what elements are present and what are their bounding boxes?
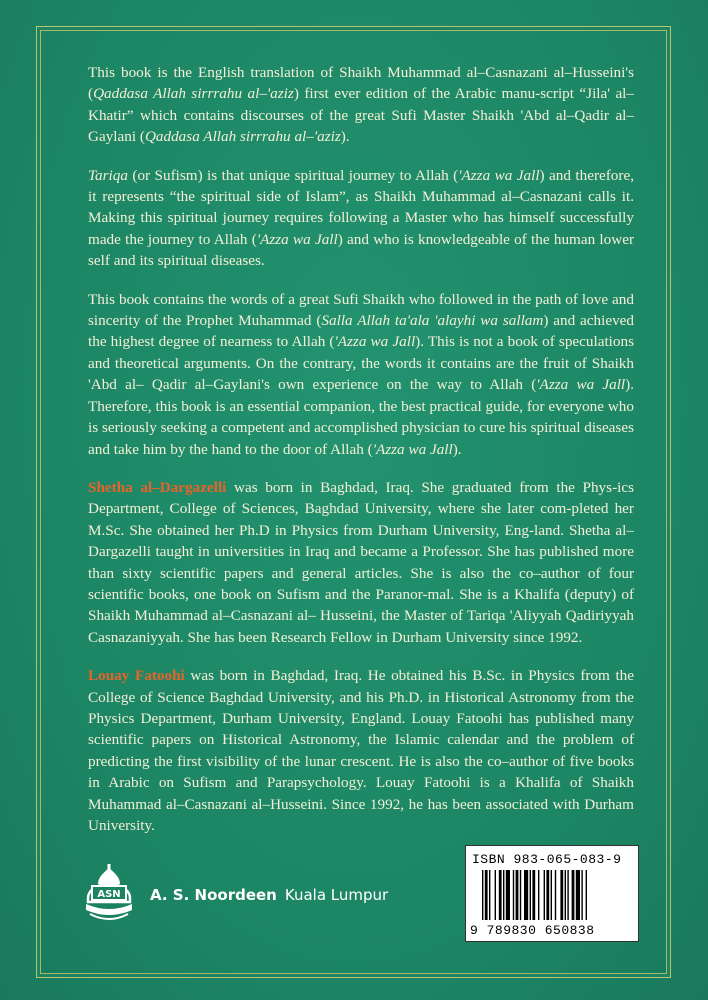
barcode-icon: [482, 870, 626, 920]
cover-text: [88, 62, 634, 853]
text-segment: ) and therefore, it represents “the spiritual side of Islam”, as Shaikh Muhammad al–Casnazani calls it. Making this spiritual journey requires following a Master who has himself successfully made the journey to Allah (: [88, 166, 634, 248]
text-segment: was born in Baghdad, Iraq. She graduated from the Phys-ics Department, College of Sciences, Baghdad University, where she later com-pleted her M.Sc. She obtained her Ph.D in Physics from Durham University, Eng-land. Shetha al–Dargazelli taught in universities in Iraq and became a Professor. She has published more than sixty scientific papers and general articles. She is also the co–author of four scientific books, one book on Sufism and the Paranor-mal. She is a Khalifa (deputy) of Shaikh Muhammad al–Casnazani al– Husseini, the Master of Tariqa 'Aliyyah Qadiriyyah Casnazaniyyah. She has been Research Fellow in Durham University since 1992.: [88, 478, 634, 646]
italic-phrase: Qaddasa Allah sirrrahu al–'aziz: [144, 128, 341, 146]
contents-paragraph: [88, 289, 634, 460]
author-name: Shetha al–Dargazelli: [88, 478, 227, 496]
text-segment: This book contains the words of a great Sufi Shaikh who followed in the path of love and sincerity of the Prophet Muhammad (: [88, 290, 634, 330]
italic-phrase: Tariqa: [88, 166, 128, 184]
publisher-block: [78, 860, 388, 930]
isbn-barcode-box: [465, 845, 639, 942]
text-segment: was born in Baghdad, Iraq. He obtained his B.Sc. in Physics from the College of Science Baghdad University, and his Ph.D. in Historical Astronomy from the Physics Department, Durham University, England. Louay Fatoohi has published many scientific papers on Historical Astronomy, the Islamic calendar and the problem of predicting the first visibility of the lunar crescent. He is also the co–author of five books in Arabic on Sufism and Parapsychology. Louay Fatoohi is a Khalifa of Shaikh Muhammad al–Casnazani al–Husseini. Since 1992, he has been associated with Durham University.: [88, 667, 635, 834]
italic-phrase: Salla Allah ta'ala 'alayhi wa sallam: [321, 312, 544, 330]
italic-phrase: 'Azza wa Jall: [458, 166, 540, 184]
shetha-bio-paragraph: [88, 477, 634, 648]
italic-phrase: 'Azza wa Jall: [256, 230, 338, 248]
italic-phrase: 'Azza wa Jall: [334, 333, 416, 351]
publisher-name: A. S. Noordeen: [150, 886, 277, 904]
logo-text: ASN: [97, 889, 121, 900]
text-segment: ) and achieved the highest degree of nearness to Allah (: [88, 312, 635, 351]
italic-phrase: 'Azza wa Jall: [372, 440, 453, 458]
louay-bio-paragraph: [88, 665, 634, 836]
isbn-label: ISBN 983-065-083-9: [472, 852, 622, 867]
asn-logo-icon: [78, 864, 140, 926]
italic-phrase: 'Azza wa Jall: [536, 376, 626, 394]
text-segment: This book is the English translation of Shaikh Muhammad al–Casnazani al–Husseini's (: [88, 64, 634, 103]
text-segment: (or Sufism) is that unique spiritual journey to Allah (: [127, 166, 459, 184]
publisher-city: Kuala Lumpur: [284, 886, 389, 904]
text-segment: ).: [340, 128, 350, 146]
italic-phrase: Qaddasa Allah sirrrahu al–'aziz: [93, 85, 294, 103]
intro-paragraph: [88, 62, 634, 148]
barcode-digits: 9 789830 650838: [470, 923, 595, 938]
text-segment: ) first ever edition of the Arabic manu-script “Jila' al–Khatir” which contains discourses of the great Sufi Master Shaikh 'Abd al–Qadir al–Gaylani (: [88, 85, 634, 146]
text-segment: ). Therefore, this book is an essential companion, the best practical guide, for everyone who is seriously seeking a competent and accomplished physician to cure his spiritual diseases and take him by the hand to the door of Allah (: [88, 376, 635, 458]
text-segment: ). This is not a book of speculations and theoretical arguments. On the contrary, the words it contains are the fruit of Shaikh 'Abd al– Qadir al–Gaylani's own experience on the way to Allah (: [88, 333, 635, 394]
text-segment: ).: [452, 440, 462, 458]
text-segment: ) and who is knowledgeable of the human lower self and its spiritual diseases.: [88, 230, 635, 270]
author-name: Louay Fatoohi: [88, 667, 185, 685]
tariqa-paragraph: [88, 165, 634, 272]
